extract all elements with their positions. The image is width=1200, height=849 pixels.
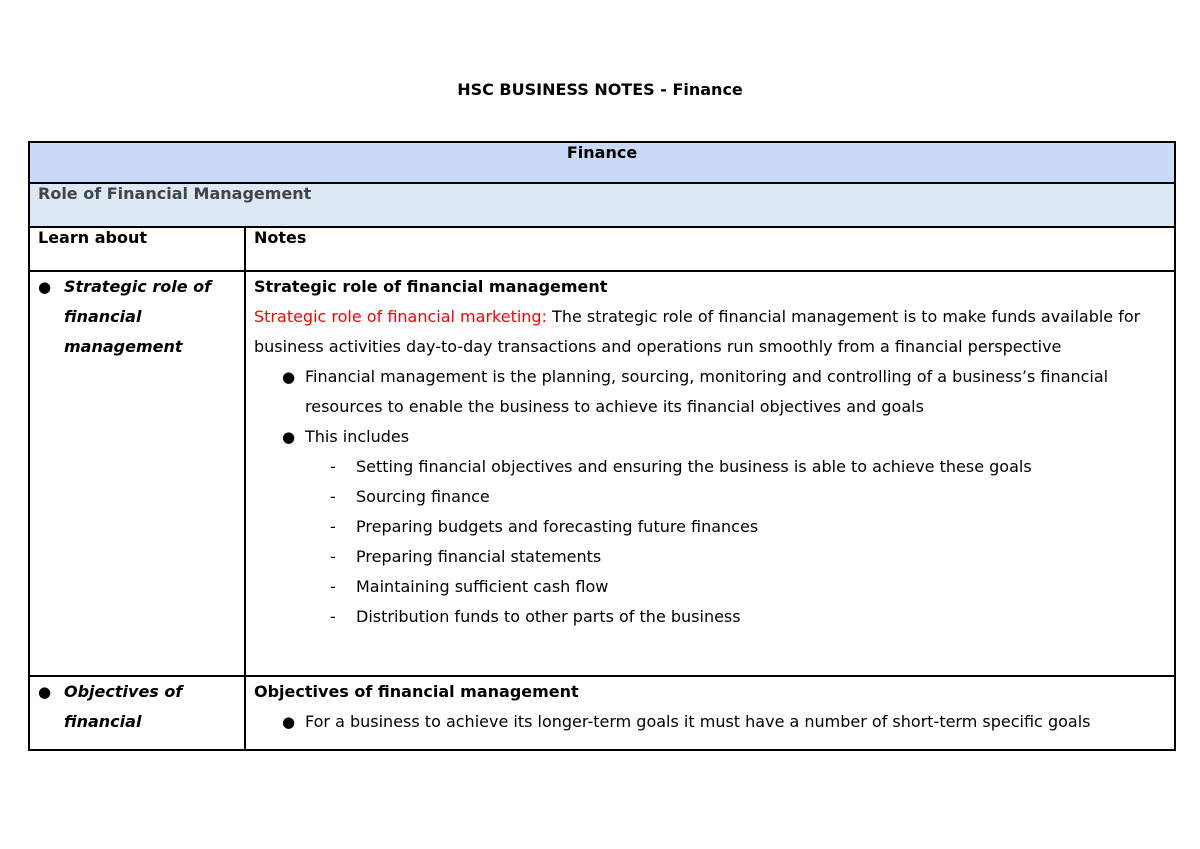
sub-list-item-text: Preparing budgets and forecasting future finances <box>356 517 759 536</box>
learn-topic-line: management <box>64 337 183 356</box>
dash-icon: - <box>330 457 336 476</box>
subsection-header-row <box>29 183 1175 227</box>
learn-topic-line: financial <box>64 307 142 326</box>
dash-icon: - <box>330 517 336 536</box>
list-item <box>254 422 1166 452</box>
dash-icon: - <box>330 577 336 596</box>
bullet-icon: ● <box>282 368 296 386</box>
section-header-row <box>29 142 1175 183</box>
list-item <box>254 362 1166 422</box>
list-item-text: For a business to achieve its longer-term goals it must have a number of short-term specific goals <box>305 712 1091 731</box>
finance-notes-table <box>28 141 1176 751</box>
notes-heading: Objectives of financial management <box>254 682 579 701</box>
learn-topic <box>64 272 211 362</box>
notes-paragraph <box>254 302 1166 362</box>
bullet-icon: ● <box>282 428 296 446</box>
sub-list-item <box>254 482 1166 512</box>
learn-topic-line: Strategic role of <box>64 277 212 296</box>
learn-about-cell <box>29 676 245 750</box>
sub-list-item-text: Distribution funds to other parts of the business <box>356 607 741 626</box>
page-title: HSC BUSINESS NOTES - Finance <box>457 80 743 99</box>
notes-heading: Strategic role of financial management <box>254 277 608 296</box>
learn-topic <box>64 677 182 737</box>
sub-list-item <box>254 572 1166 602</box>
learn-about-header: Learn about <box>29 227 245 271</box>
sub-list-item <box>254 602 1166 632</box>
list-item-text: This includes <box>305 427 410 446</box>
sub-list-item <box>254 512 1166 542</box>
bullet-icon: ● <box>38 683 52 701</box>
sub-list-item-text: Preparing financial statements <box>356 547 602 566</box>
notes-cell <box>245 676 1175 750</box>
dash-icon: - <box>330 607 336 626</box>
bullet-icon: ● <box>282 713 296 731</box>
table-row <box>29 676 1175 750</box>
dash-icon: - <box>330 547 336 566</box>
sub-list-item <box>254 452 1166 482</box>
learn-item <box>38 272 236 362</box>
column-header-row <box>29 227 1175 271</box>
subsection-title: Role of Financial Management <box>29 183 1175 227</box>
sub-list-item-text: Setting financial objectives and ensuring the business is able to achieve these goals <box>356 457 1032 476</box>
sub-list-item-text: Maintaining sufficient cash flow <box>356 577 609 596</box>
paragraph-text: The strategic role of financial management is to make funds available for business activities day-to-day transactions and operations run smoothly from a financial perspective <box>254 307 1141 356</box>
dash-icon: - <box>330 487 336 506</box>
learn-item <box>38 677 236 737</box>
learn-topic-line: Objectives of <box>64 682 183 701</box>
notes-cell <box>245 271 1175 676</box>
table-row <box>29 271 1175 676</box>
section-title: Finance <box>29 142 1175 183</box>
learn-about-cell <box>29 271 245 676</box>
list-item <box>254 707 1166 737</box>
bullet-icon: ● <box>38 278 52 296</box>
notes-header: Notes <box>245 227 1175 271</box>
sub-list-item-text: Sourcing finance <box>356 487 490 506</box>
sub-list-item <box>254 542 1166 572</box>
learn-topic-line: financial <box>64 712 142 731</box>
list-item-text: Financial management is the planning, sourcing, monitoring and controlling of a business’s financial resources to enable the business to achieve its financial objectives and goals <box>305 367 1109 416</box>
highlight-label: Strategic role of financial marketing: <box>254 307 547 326</box>
